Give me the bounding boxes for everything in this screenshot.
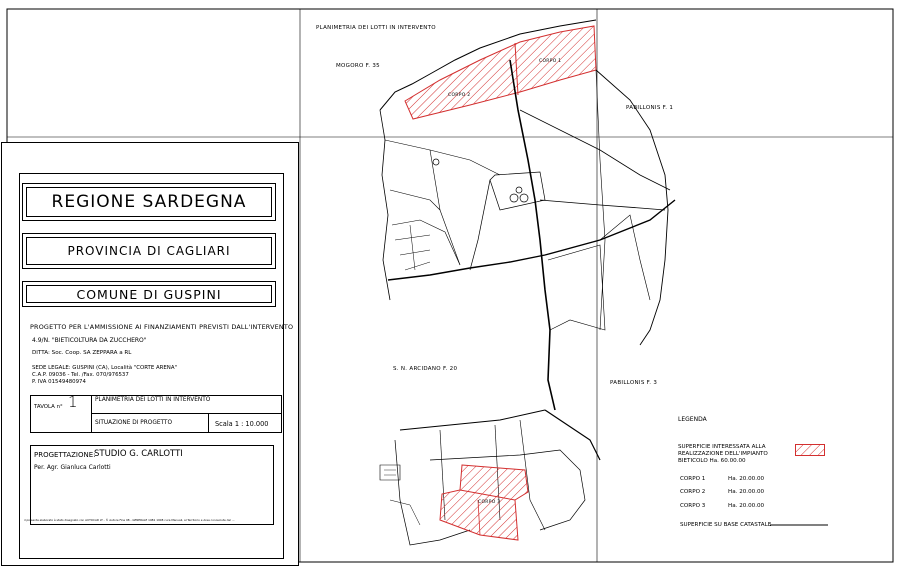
map-title: PLANIMETRIA DEI LOTTI IN INTERVENTO: [316, 25, 436, 31]
legend-hatch-line3: BIETICOLO Ha. 60.00.00: [678, 458, 746, 464]
technician-name: Per. Agr. Gianluca Carlotti: [34, 464, 111, 471]
label-corpo-3: CORPO 3: [478, 500, 501, 505]
sheet-number-label: TAVOLA n°: [34, 404, 63, 410]
project-state: SITUAZIONE DI PROGETTO: [95, 420, 173, 426]
legend-row-value: Ha. 20.00.00: [728, 476, 765, 482]
postal-code-phone: C.A.P. 09036 - Tel. /Fax. 070/976537: [32, 372, 129, 378]
label-pabillonis-3: PABILLONIS F. 3: [610, 380, 658, 386]
scale: Scala 1 : 10.000: [215, 420, 269, 428]
region-box: [22, 183, 276, 221]
legend-title: LEGENDA: [678, 416, 707, 423]
legend-row-label: CORPO 2: [680, 489, 706, 495]
legend-hatch-line1: SUPERFICIE INTERESSATA ALLA: [678, 444, 766, 450]
province-box: [22, 233, 276, 269]
label-corpo-2: CORPO 2: [448, 93, 471, 98]
vat-number: P. IVA 01549480974: [32, 379, 86, 385]
municipality-box: [22, 281, 276, 307]
label-mogoro: MOGORO F. 35: [336, 63, 380, 69]
region-name: REGIONE SARDEGNA: [51, 192, 247, 212]
label-corpo-1: CORPO 1: [539, 59, 562, 64]
legend-hatch-swatch: [795, 444, 825, 456]
legend-row-value: Ha. 20.00.00: [728, 503, 765, 509]
legend-row-label: CORPO 1: [680, 476, 706, 482]
company: DITTA: Soc. Coop. SA ZEPPARA a RL: [32, 350, 132, 356]
legend-row-label: CORPO 3: [680, 503, 706, 509]
legend-hatch-line2: REALIZZAZIONE DELL'IMPIANTO: [678, 451, 768, 457]
legend-row-value: Ha. 20.00.00: [728, 489, 765, 495]
municipality-name: COMUNE DI GUSPINI: [76, 286, 222, 302]
project-measure: 4.9/N. "BIETICOLTURA DA ZUCCHERO": [32, 337, 147, 344]
province-name: PROVINCIA DI CAGLIARI: [67, 244, 231, 258]
legend-catastale: SUPERFICIE SU BASE CATASTALE: [680, 522, 772, 528]
label-san-nicolo: S. N. ARCIDANO F. 20: [393, 366, 458, 372]
sheet-title: PLANIMETRIA DEI LOTTI IN INTERVENTO: [95, 397, 211, 403]
title-block: [1, 142, 299, 566]
label-pabillonis-1: PABILLONIS F. 1: [626, 105, 674, 111]
design-label: PROGETTAZIONE:: [34, 451, 96, 459]
sheet-number: 1: [68, 393, 78, 411]
legal-seat: SEDE LEGALE: GUSPINI (CA), Località "CORTE ARENA": [32, 365, 178, 371]
project-description: PROGETTO PER L'AMMISSIONE AI FINANZIAMENTI PREVISTI DALL'INTERVENTO: [30, 323, 294, 331]
studio-name: STUDIO G. CARLOTTI: [94, 449, 183, 459]
footnote: il presente elaborato è stato disegnato con AUTOCAD LT - © Autore Fine 98 - GENERALE 14B1 1908 cura Manuali, al Territorio e Aree conosciute del ...: [24, 518, 235, 522]
